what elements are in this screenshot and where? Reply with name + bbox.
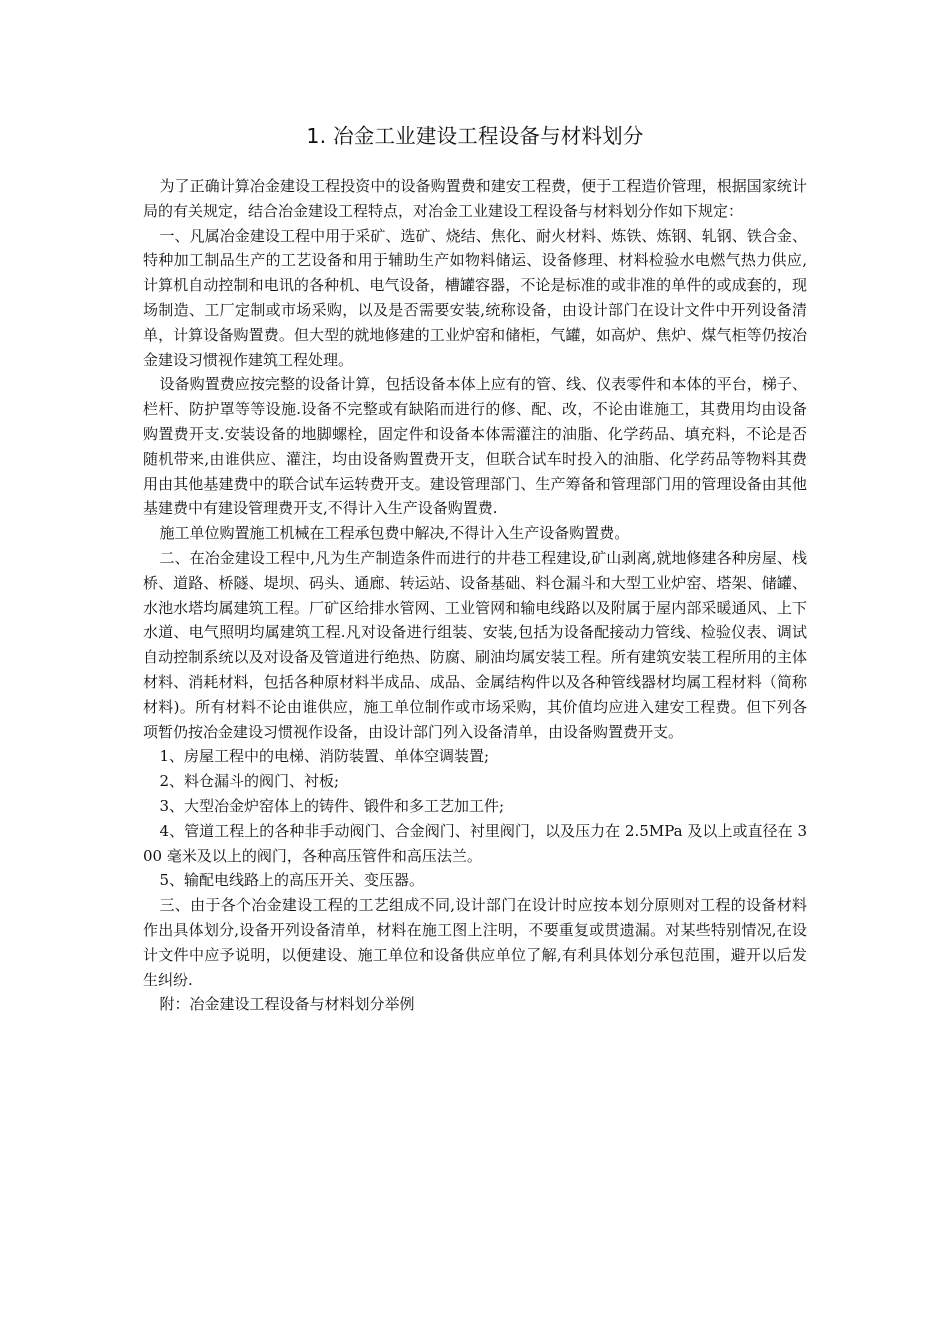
equipment-cost-paragraph: 设备购置费应按完整的设备计算，包括设备本体上应有的管、线、仪表零件和本体的平台，梯子、栏杆、防护罩等等设施.设备不完整或有缺陷而进行的修、配、改，不论由谁施工，其费用均由设备购置费开支.安装设备的地脚螺栓，固定件和设备本体需灌注的油脂、化学药品、填充料，不论是否随机带来,由谁供应、灌注，均由设备购置费开支，但联合试车时投入的油脂、化学药品等物料其费用由其他基建费中的联合试车运转费开支。建设管理部门、生产筹备和管理部门用的管理设备由其他基建费中有建设管理费开支,不得计入生产设备购置费. <box>143 375 807 518</box>
list-item: 2、料仓漏斗的阀门、衬板; <box>159 772 340 791</box>
document-title: 1. 冶金工业建设工程设备与材料划分 <box>306 124 644 148</box>
intro-paragraph: 为了正确计算冶金建设工程投资中的设备购置费和建安工程费，便于工程造价管理，根据国家统计局的有关规定，结合冶金建设工程特点，对冶金工业建设工程设备与材料划分作如下规定： <box>143 177 807 220</box>
list-item: 4、管道工程上的各种非手动阀门、合金阀门、衬里阀门，以及压力在 2.5MPa 及以上或直径在 300 毫米及以上的阀门，各种高压管件和高压法兰。 <box>143 821 807 865</box>
section-one-paragraph: 一、凡属冶金建设工程中用于采矿、选矿、烧结、焦化、耐火材料、炼铁、炼钢、轧钢、铁合金、特种加工制品生产的工艺设备和用于辅助生产如物料储运、设备修理、材料检验水电燃气热力供应,计算机自动控制和电讯的各种机、电气设备，槽罐容器，不论是标准的或非准的单件的或成套的，现场制造、工厂定制或市场采购，以及是否需要安装,统称设备，由设计部门在设计文件中开列设备清单，计算设备购置费。但大型的就地修建的工业炉窑和储柜，气罐，如高炉、焦炉、煤气柜等仍按冶金建设习惯视作建筑工程处理。 <box>143 226 807 369</box>
document-page <box>143 118 807 1017</box>
appendix-line: 附：冶金建设工程设备与材料划分举例 <box>159 995 415 1014</box>
list-item: 5、输配电线路上的高压开关、变压器。 <box>159 871 425 890</box>
construction-machinery-paragraph: 施工单位购置施工机械在工程承包费中解决,不得计入生产设备购置费。 <box>159 524 630 543</box>
list-item: 1、房屋工程中的电梯、消防装置、单体空调装置; <box>159 747 490 766</box>
section-three-paragraph: 三、由于各个冶金建设工程的工艺组成不同,设计部门在设计时应按本划分原则对工程的设备材料作出具体划分,设备开列设备清单，材料在施工图上注明，不要重复或贯遗漏。对某些特别情况,在设计文件中应予说明，以便建设、施工单位和设备供应单位了解,有利具体划分承包范围，避开以后发生纠纷. <box>143 896 807 989</box>
list-item: 3、大型冶金炉窑体上的铸件、锻件和多工艺加工件; <box>159 796 505 815</box>
section-two-paragraph: 二、在冶金建设工程中,凡为生产制造条件而进行的井巷工程建设,矿山剥离,就地修建各种房屋、栈桥、道路、桥隧、堤坝、码头、通廊、转运站、设备基础、料仓漏斗和大型工业炉窑、塔架、储罐、水池水塔均属建筑工程。厂矿区给排水管网、工业管网和输电线路以及附属于屋内部采暖通风、上下水道、电气照明均属建筑工程.凡对设备进行组装、安装,包括为设备配接动力管线、检验仪表、调试自动控制系统以及对设备及管道进行绝热、防腐、刷油均属安装工程。所有建筑安装工程所用的主体材料、消耗材料，包括各种原材料半成品、成品、金属结构件以及各种管线器材均属工程材料（简称材料)。所有材料不论由谁供应，施工单位制作或市场采购，其价值均应进入建安工程费。但下列各项暂仍按冶金建设习惯视作设备，由设计部门列入设备清单，由设备购置费开支。 <box>143 548 807 741</box>
